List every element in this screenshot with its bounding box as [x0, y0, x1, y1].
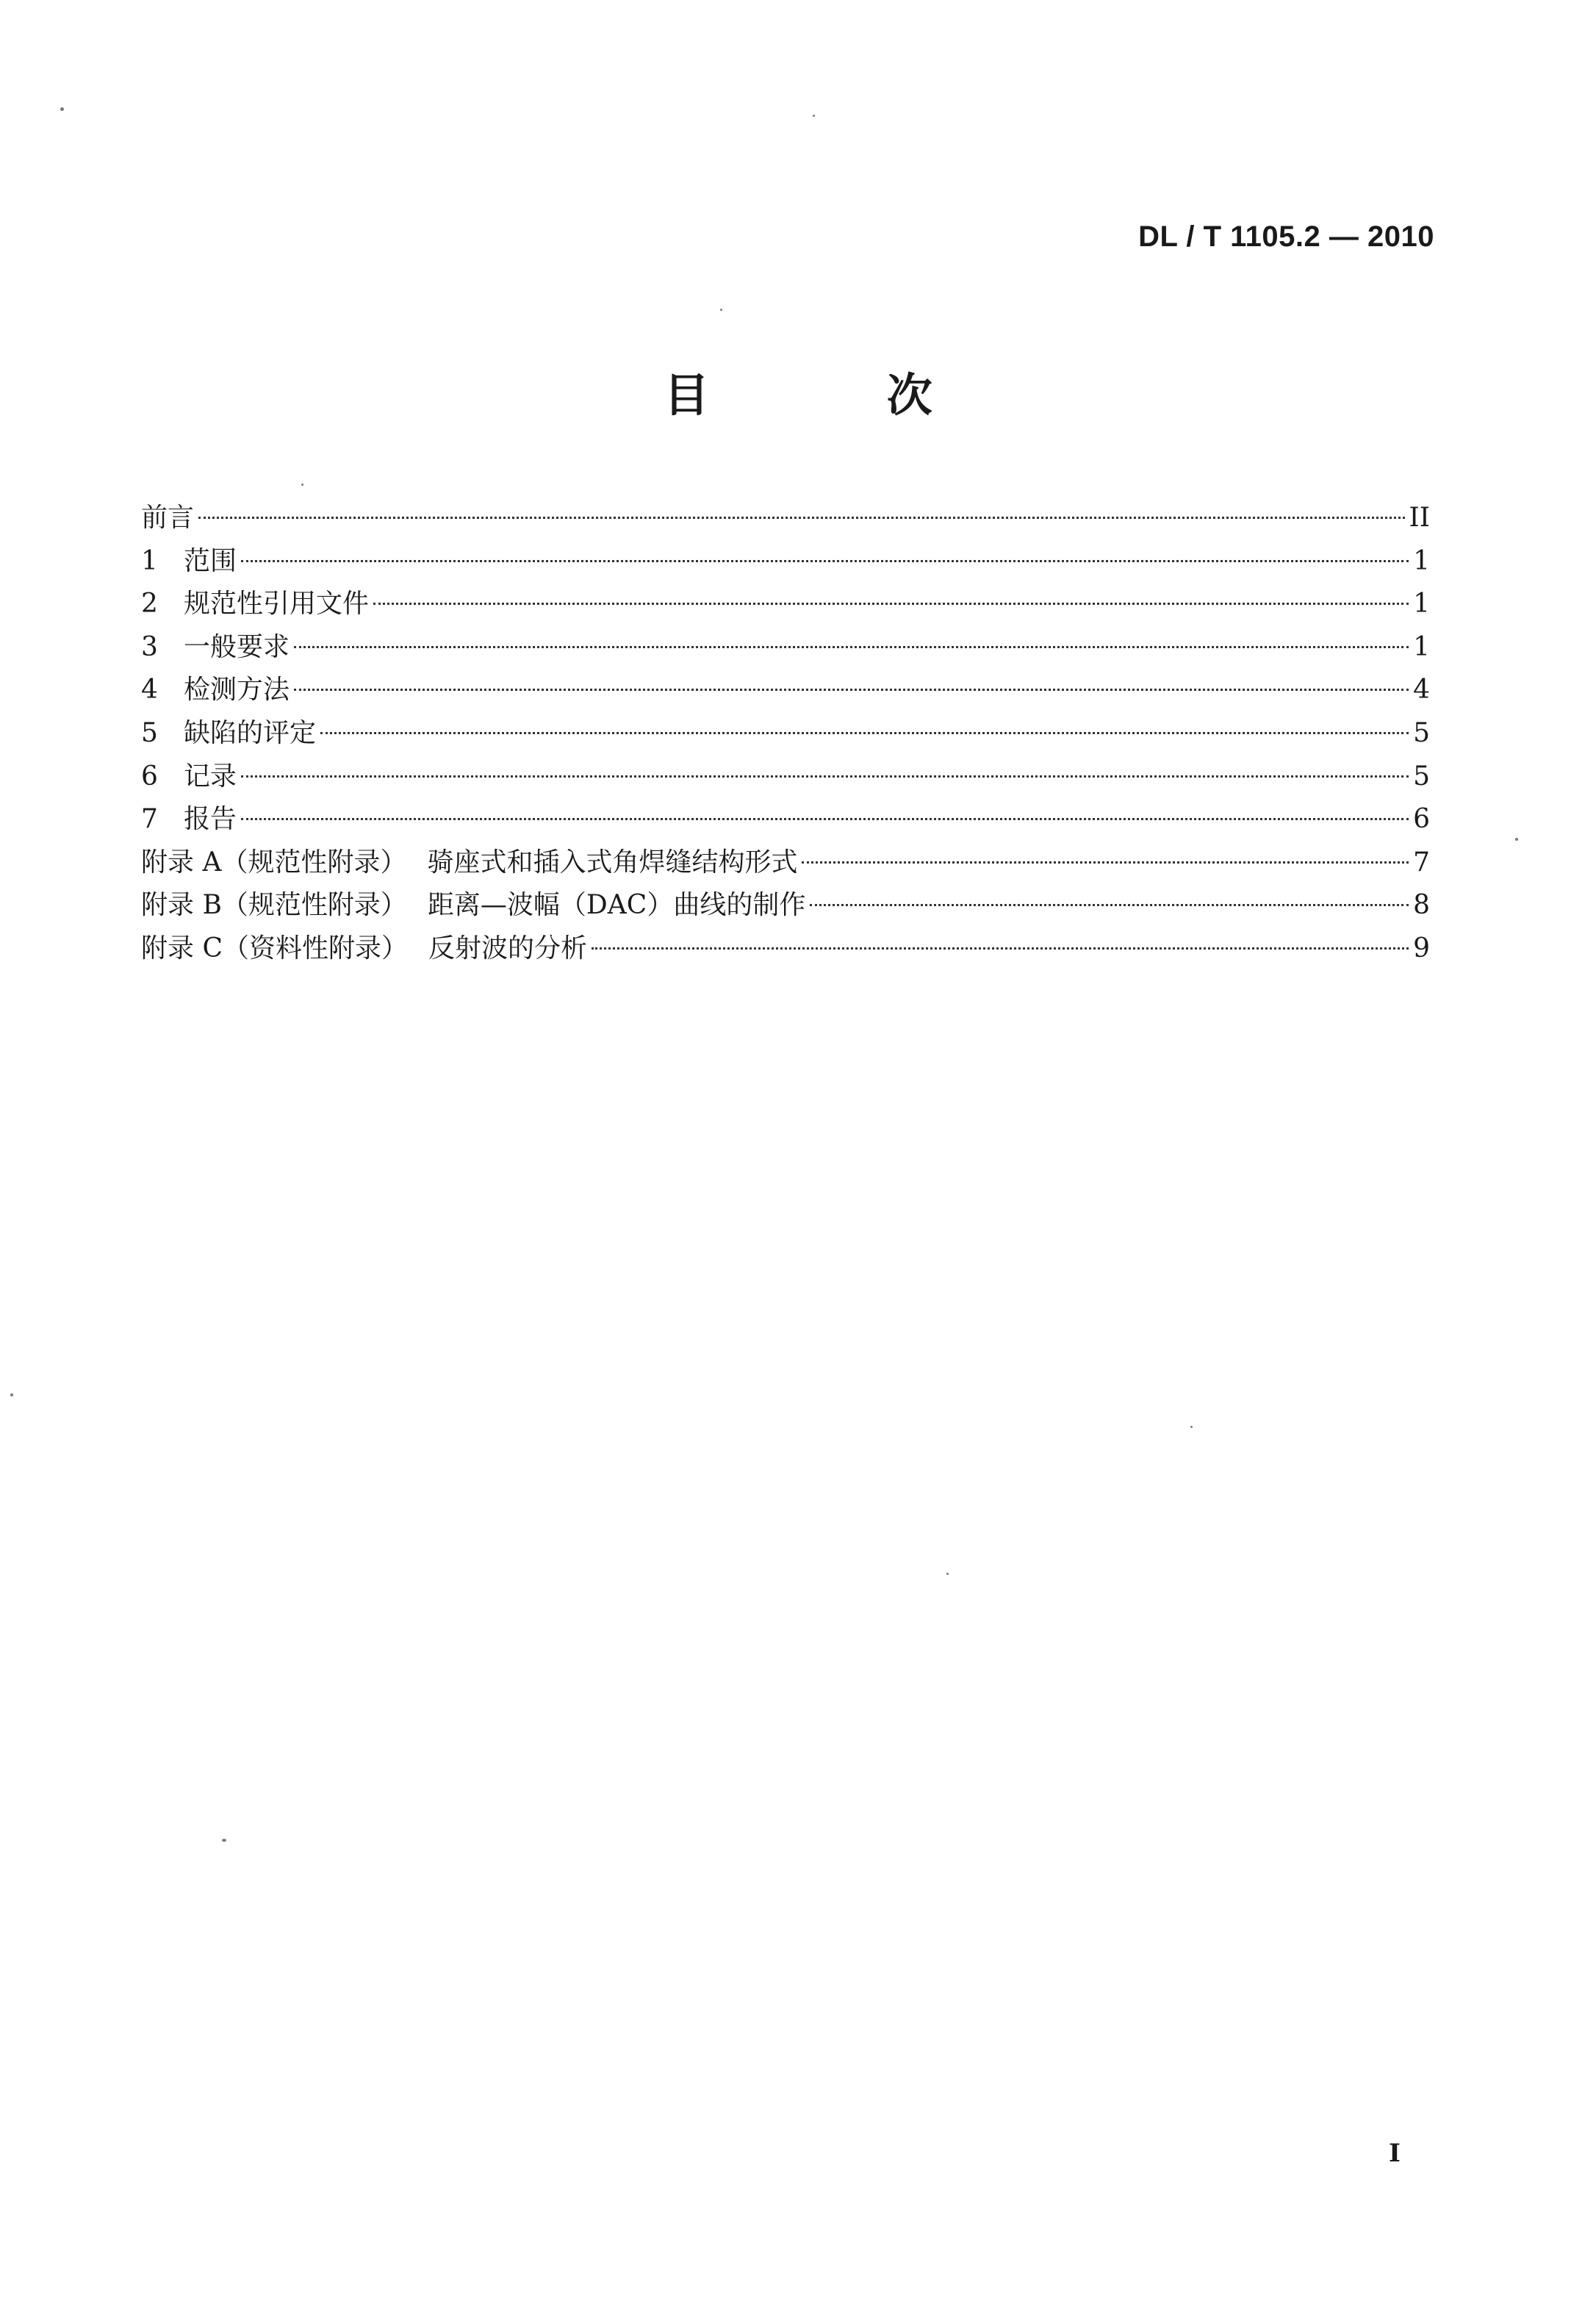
toc-entry-number: 4 — [141, 675, 158, 706]
toc-entry-number: 7 — [141, 804, 158, 835]
toc-entry-label — [141, 927, 587, 971]
scan-speck — [946, 1573, 949, 1575]
scan-speck — [60, 107, 64, 111]
toc-entry-page: 9 — [1413, 933, 1430, 963]
toc-entry-foreword[interactable] — [141, 497, 1430, 540]
toc-entry-5[interactable] — [141, 712, 1430, 756]
page-number: I — [1389, 2139, 1401, 2168]
toc-leader-dots — [373, 603, 1409, 605]
annex-title: 骑座式和插入式角焊缝结构形式 — [427, 847, 798, 878]
toc-entry-4[interactable] — [141, 669, 1430, 712]
toc-entry-label: 报告 — [184, 804, 237, 835]
toc-entry-number: 3 — [141, 631, 158, 662]
toc-entry-1[interactable] — [141, 540, 1430, 584]
toc-entry-label: 一般要求 — [184, 631, 290, 662]
scan-speck — [222, 1839, 226, 1842]
toc-entry-label: 范围 — [184, 545, 237, 576]
toc-title: 目 次 — [664, 368, 1013, 422]
toc-entry-page: 6 — [1413, 804, 1430, 835]
toc-entry-page: 4 — [1413, 675, 1430, 706]
toc-leader-dots — [592, 947, 1409, 950]
toc-leader-dots — [294, 646, 1409, 648]
toc-entry-page: 1 — [1413, 545, 1430, 576]
toc-entry-annex-b[interactable] — [141, 884, 1430, 927]
toc-entry-number: 2 — [141, 589, 158, 620]
toc-entry-label: 记录 — [184, 761, 237, 792]
toc-entry-page: 1 — [1413, 631, 1430, 662]
toc-leader-dots — [198, 517, 1405, 519]
toc-entry-6[interactable] — [141, 756, 1430, 799]
toc-leader-dots — [241, 560, 1409, 562]
toc-entry-page: II — [1409, 503, 1430, 533]
toc-entry-7[interactable] — [141, 798, 1430, 841]
scan-speck — [10, 1393, 13, 1396]
toc-entry-label: 规范性引用文件 — [184, 589, 370, 620]
toc-entry-page: 1 — [1413, 589, 1430, 620]
standard-number: DL / T 1105.2 — 2010 — [1138, 220, 1434, 253]
toc-entry-label — [141, 841, 797, 885]
annex-title: 反射波的分析 — [428, 933, 588, 963]
scan-speck — [813, 115, 815, 117]
annex-title: 距离—波幅（DAC）曲线的制作 — [427, 890, 806, 921]
toc-leader-dots — [241, 818, 1409, 820]
annex-label: 附录 C（资料性附录） — [141, 933, 408, 963]
toc-entry-label: 缺陷的评定 — [184, 717, 317, 748]
toc-entry-number: 6 — [141, 761, 158, 792]
toc-leader-dots — [810, 904, 1409, 906]
toc-entry-number: 1 — [141, 545, 158, 576]
toc-entry-page: 7 — [1413, 847, 1430, 878]
scan-speck — [301, 484, 303, 486]
toc-entry-annex-a[interactable] — [141, 841, 1430, 885]
scan-speck — [720, 309, 722, 311]
toc-entry-3[interactable] — [141, 626, 1430, 670]
toc-entry-annex-c[interactable] — [141, 927, 1430, 971]
toc-entry-page: 5 — [1413, 761, 1430, 792]
scan-speck — [1515, 838, 1518, 841]
toc-leader-dots — [241, 775, 1409, 778]
toc-entry-label: 检测方法 — [184, 675, 290, 706]
toc-entry-page: 8 — [1413, 890, 1430, 921]
toc-entry-page: 5 — [1413, 717, 1430, 748]
toc-entry-label — [141, 884, 805, 927]
toc-entry-2[interactable] — [141, 583, 1430, 626]
scan-speck — [1190, 1426, 1193, 1428]
table-of-contents — [141, 497, 1430, 971]
annex-label: 附录 A（规范性附录） — [141, 847, 407, 878]
toc-entry-number: 5 — [141, 717, 158, 748]
toc-leader-dots — [294, 689, 1409, 691]
toc-leader-dots — [802, 861, 1409, 864]
toc-entry-label: 前言 — [141, 503, 195, 533]
toc-leader-dots — [320, 732, 1409, 734]
annex-label: 附录 B（规范性附录） — [141, 890, 407, 921]
